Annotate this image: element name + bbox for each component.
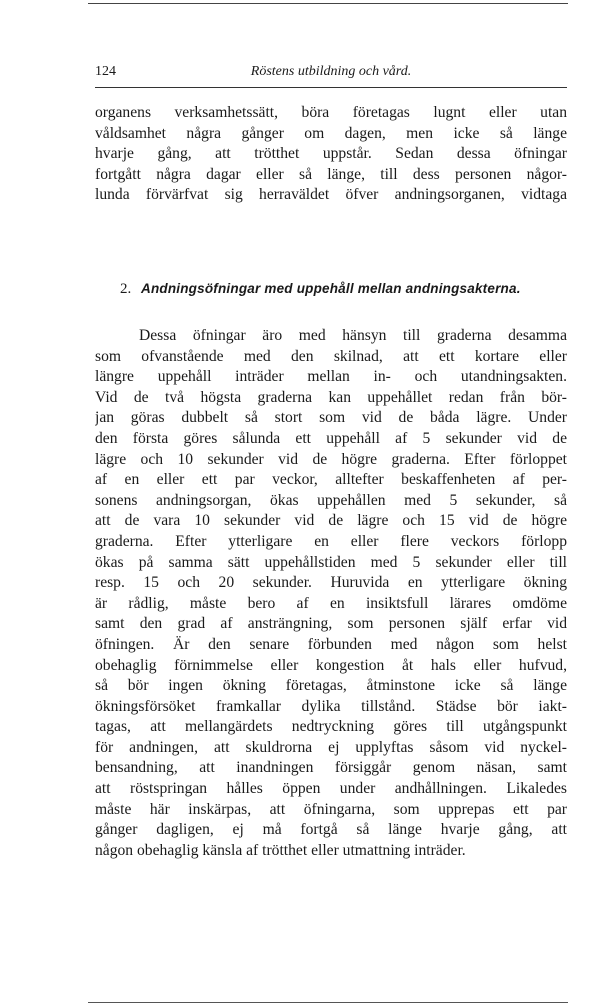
text-line: af en eller ett par veckor, alltefter beskaffenheten af per- — [95, 471, 567, 489]
text-line: som ofvanstående med den skilnad, att ett kortare eller — [95, 347, 567, 365]
text-line: lunda förvärfvat sig herraväldet öfver andningsorganen, vidtaga — [95, 186, 567, 204]
text-line: organens verksamhetssätt, böra företagas lugnt eller utan — [95, 104, 567, 121]
text-line: resp. 15 och 20 sekunder. Huruvida en ytterligare ökning — [95, 574, 567, 592]
text-line: för andningen, att skuldrorna ej upplyftas såsom vid nyckel- — [95, 738, 567, 756]
text-line: längre uppehåll inträder mellan in- och utandningsakten. — [95, 368, 567, 386]
text-line: Dessa öfningar äro med hänsyn till graderna desamma — [139, 327, 567, 344]
text-line: bensandning, att inandningen försiggår genom näsan, samt — [95, 759, 567, 777]
text-line: att röstspringan hålles öppen under andhållningen. Likaledes — [95, 780, 567, 798]
page-header — [95, 64, 567, 84]
paragraph-section-body — [95, 326, 567, 861]
text-line: så bör ingen ökning företagas, åtminstone icke så länge — [95, 677, 567, 695]
running-title: Röstens utbildning och vård. — [250, 64, 412, 79]
text-line: att de vara 10 sekunder vid de lägre och 15 vid de högre — [95, 512, 567, 530]
text-line: är rådlig, måste bero af en insiktsfull lärares omdöme — [95, 594, 567, 612]
text-line: samt den grad af ansträngning, som personen själf erfar vid — [95, 615, 567, 633]
top-edge-rule — [88, 3, 568, 4]
text-line: obehaglig förnimmelse eller kongestion åt hals eller hufvud, — [95, 656, 567, 674]
bottom-edge-rule — [88, 1002, 568, 1003]
text-line: måste här inskärpas, att öfningarna, som upprepas ett par — [95, 800, 567, 818]
text-line: ökningsförsöket framkallar dylika tillstånd. Städse bör iakt- — [95, 697, 567, 715]
text-line: tagas, att mellangärdets nedtryckning göres till utgångspunkt — [95, 718, 567, 736]
text-line: sonens andningsorgan, ökas uppehållen med 5 sekunder, så — [95, 491, 567, 509]
text-line: Vid de två högsta graderna kan uppehållet redan från bör- — [95, 388, 567, 406]
text-line: fortgått några dagar eller så länge, till dess personen någor- — [95, 165, 567, 183]
section-title: Andningsöfningar med uppehåll mellan andningsakterna. — [141, 281, 521, 296]
text-line: graderna. Efter ytterligare en eller flere veckors förlopp — [95, 532, 567, 550]
text-line: lägre och 10 sekunder vid de högre graderna. Efter förloppet — [95, 450, 567, 468]
text-line: ökas på samma sätt uppehållstiden med 5 sekunder eller till — [95, 553, 567, 571]
header-rule — [95, 87, 567, 88]
section-heading — [120, 281, 521, 298]
page-number: 124 — [95, 64, 116, 79]
text-line: hvarje gång, att trötthet uppstår. Sedan dessa öfningar — [95, 145, 567, 163]
text-line: någon obehaglig känsla af trötthet eller utmattning inträder. — [95, 841, 466, 859]
text-line: öfningen. Är den senare förbunden med någon som helst — [95, 635, 567, 653]
text-line: den första göres sålunda ett uppehåll af 5 sekunder vid de — [95, 429, 567, 447]
paragraph-continued — [95, 103, 567, 206]
text-line: jan göras dubbelt så stort som vid de båda lägre. Under — [95, 409, 567, 427]
section-number: 2. — [120, 281, 132, 297]
text-line: gånger dagligen, ej må fortgå så länge hvarje gång, att — [95, 821, 567, 839]
text-line: våldsamhet några gånger om dagen, men icke så länge — [95, 124, 567, 142]
